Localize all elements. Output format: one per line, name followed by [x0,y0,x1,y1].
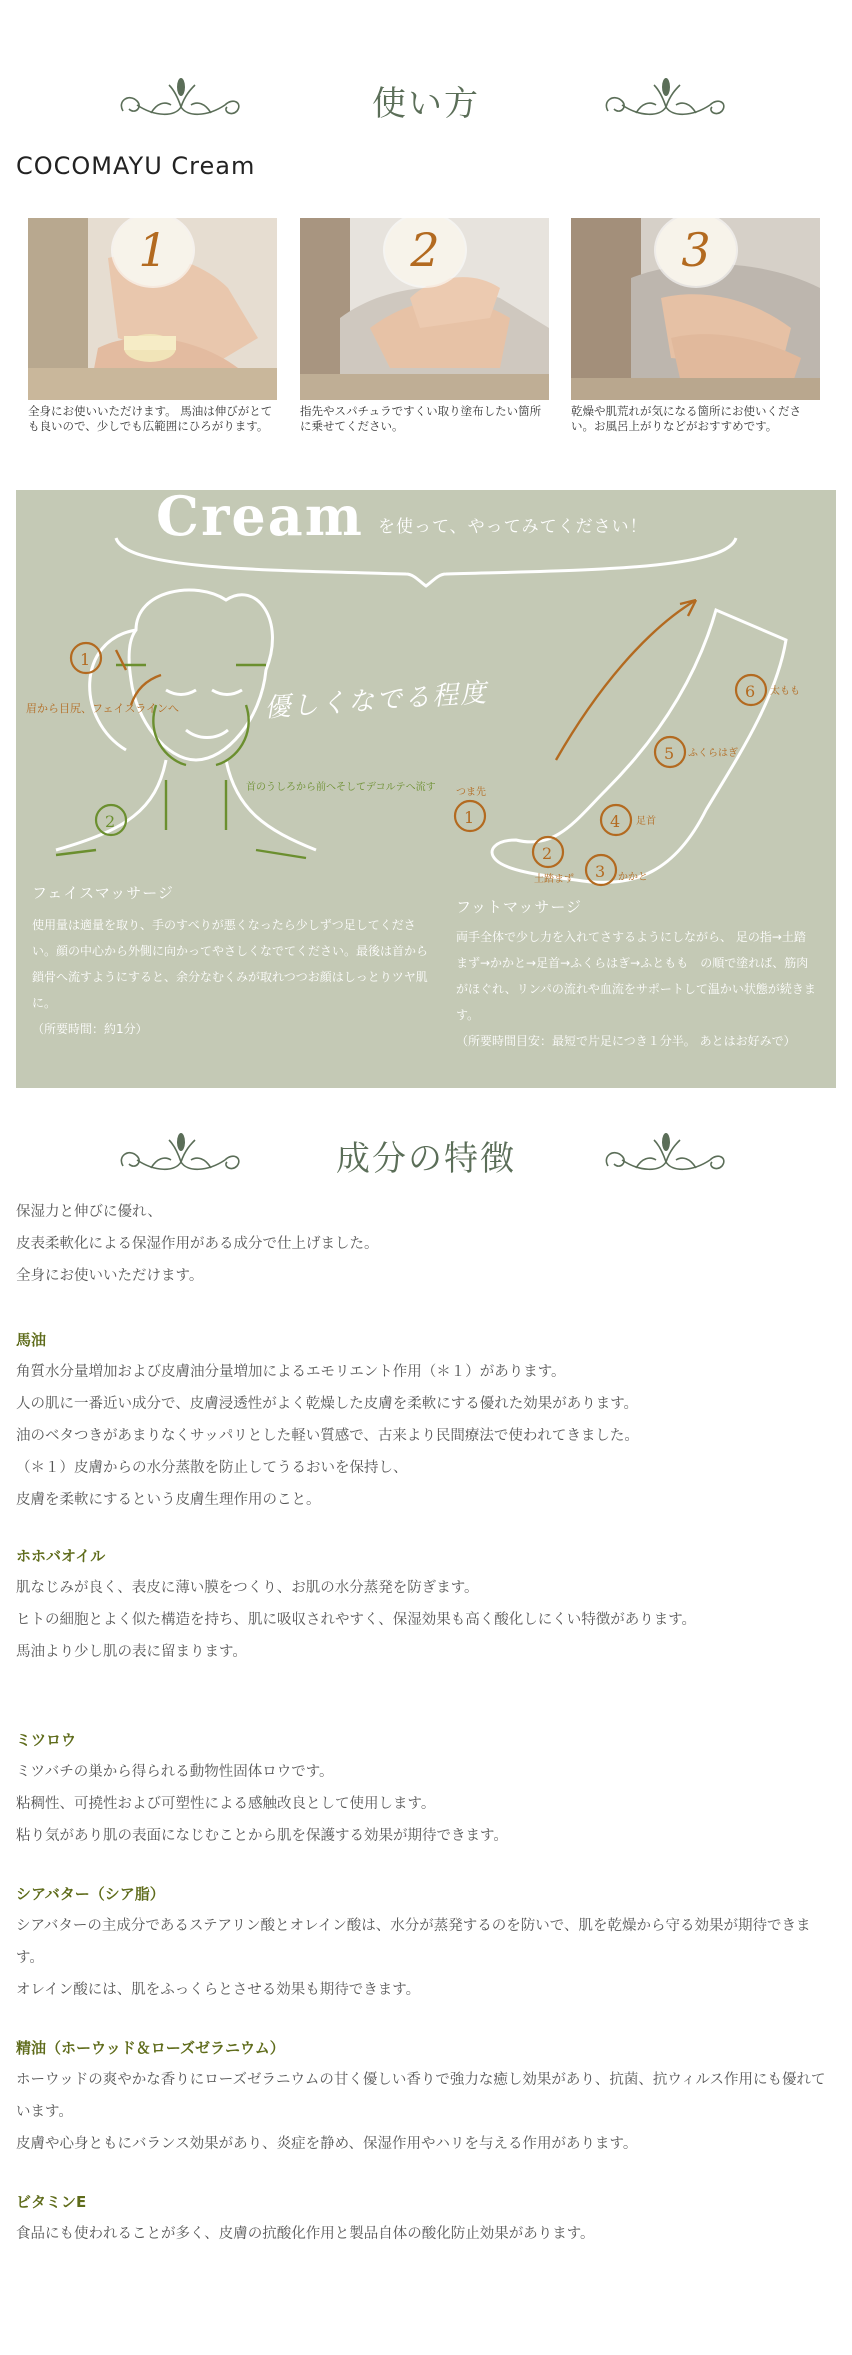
cream-title: Cream [156,490,364,548]
ingredients-heading: 成分の特徴 [336,1138,516,1179]
leg-note-ankle: 足首 [636,816,656,827]
ingredient-description: 食品にも使われることが多く、皮膚の抗酸化作用と製品自体の酸化防止効果があります。 [16,2226,595,2242]
step-photo [300,218,549,400]
massage-guide-panel [16,490,836,1088]
leg-note-calf: ふくらはぎ [688,748,738,759]
step-description: 乾燥や肌荒れが気になる箇所にお使いください。お風呂上がりなどがおすすめです。 [571,404,801,433]
leg-label-5: 5 [664,744,675,763]
product-name: COCOMAYU Cream [16,152,256,180]
face-massage-title: フェイスマッサージ [32,884,174,902]
leg-note-toe: つま先 [456,787,486,798]
cream-subtitle: を使って、やってみてください！ [378,517,648,537]
ingredient-name: シアバター（シア脂） [16,1885,165,1903]
ingredient-description: 肌なじみが良く、表皮に薄い膜をつくり、お肌の水分蒸発を防ぎます。 ヒトの細胞とよく似た構造を持ち、肌に吸収されやすく、保湿効果も高く酸化しにくい特徴があります。 馬油より少し肌の表に留まります。 [16,1580,697,1660]
face-brown-arrows [116,650,161,705]
leg-part-labels [456,684,800,885]
ingredient-name: 馬油 [16,1331,47,1349]
usage-heading: 使い方 [372,83,480,124]
leg-number-circles [455,675,766,885]
step-photo [571,218,820,400]
ingredient-name: ホホバオイル [16,1547,106,1565]
ingredient-shea-butter [16,1878,836,2006]
left-ornament-icon [115,73,245,129]
ingredient-name: ビタミンE [16,2193,87,2211]
ingredient-horse-oil [16,1324,836,1516]
leg-note-heel: かかと [618,872,648,883]
leg-note-arch: 土踏まず [534,874,574,885]
leg-number-labels [464,682,755,881]
face-step-2-label: 2 [105,812,116,831]
step-number-badge: 1 [113,218,193,286]
ingredient-essential-oil [16,2032,836,2160]
intro-line: 保湿力と伸びに優れ、 [16,1204,162,1220]
ingredient-beeswax [16,1724,836,1852]
ingredients-section-header [0,1110,852,1200]
leg-note-thigh: 太もも [770,686,800,697]
face-massage-body: 使用量は適量を取り、手のすべりが悪くなったら少しずつ足してください。顔の中心から外側に向かってやさしくなでてください。最後は首から鎖骨へ流すようにすると、余分なむくみが取れつつお顔はしっとりツヤ肌に。 [32,918,429,1010]
ingredient-name: ミツロウ [16,1731,77,1749]
face-massage-time: （所要時間：約1分） [32,1022,148,1036]
ingredient-description: ミツバチの巣から得られる動物性固体ロウです。 粘稠性、可撓性および可塑性による感触改良として使用します。 粘り気があり肌の表面になじむことから肌を保護する効果が期待できます。 [16,1764,508,1844]
face-note-green: 首のうしろから前へそしてデコルテへ流す [246,782,436,793]
right-ornament-icon [600,1128,730,1184]
foot-massage-time: （所要時間目安：最短で片足につき１分半。 あとはお好みで） [456,1034,796,1048]
handwritten-note: 優しくなでる程度 [263,678,489,724]
leg-arrow [556,600,696,760]
step-description: 指先やスパチュラですくい取り塗布したい箇所に乗せてください。 [300,404,542,433]
face-note-brown: 眉から目尻、フェイスラインへ [26,702,180,715]
ingredient-vitamin-e [16,2186,836,2250]
ingredient-description: 角質水分量増加および皮膚油分量増加によるエモリエント作用（＊１）があります。 人の肌に一番近い成分で、皮膚浸透性がよく乾燥した皮膚を柔軟にする優れた効果があります。 油のベタつきがあまりなくサッパリとした軽い質感で、古来より民間療法で使われてきました。 （＊１）皮膚からの水分蒸散を防止してうるおいを保持し、 皮膚を柔軟にするという皮膚生理作用のこと。 [16,1364,639,1508]
ingredient-name: 精油（ホーウッド＆ローズゼラニウム） [16,2039,285,2057]
foot-massage-title: フットマッサージ [456,898,583,916]
ingredient-jojoba-oil [16,1540,836,1668]
leg-label-4: 4 [610,812,621,831]
leg-label-2: 2 [542,844,553,863]
left-ornament-icon [115,1128,245,1184]
right-ornament-icon [600,73,730,129]
intro-line: 皮表柔軟化による保湿作用がある成分で仕上げました。 [16,1236,379,1252]
step-photo [28,218,277,400]
ingredients-intro [16,1196,836,1292]
leg-label-6: 6 [745,682,756,701]
face-step-1-label: 1 [80,650,91,669]
ingredient-description: シアバターの主成分であるステアリン酸とオレイン酸は、水分が蒸発するのを防いで、肌を乾燥から守る効果が期待できます。 オレイン酸には、肌をふっくらとさせる効果も期待できます。 [16,1918,811,1998]
leg-label-1: 1 [464,808,475,827]
usage-section-header [0,55,852,145]
foot-massage-body: 両手全体で少し力を入れてさするようにしながら、 足の指→土踏まず→かかと→足首→ふくらはぎ→ふともも の順で塗れば、筋肉がほぐれ、リンパの流れや血流をサポートして温かい状態が続きます。 [456,930,816,1022]
step-3 [571,218,820,434]
step-2 [300,218,549,434]
step-number-badge: 2 [385,218,465,286]
face-massage-text [32,912,432,1042]
leg-label-3: 3 [595,862,606,881]
step-1 [28,218,277,434]
intro-line: 全身にお使いいただけます。 [16,1268,204,1284]
step-number-badge: 3 [656,218,736,286]
foot-massage-text [456,924,816,1054]
ingredient-description: ホーウッドの爽やかな香りにローズゼラニウムの甘く優しい香りで強力な癒し効果があり、抗菌、抗ウィルス作用にも優れています。 皮膚や心身ともにバランス効果があり、炎症を静め、保湿作用やハリを与える作用があります。 [16,2072,826,2152]
step-description: 全身にお使いいただけます。 馬油は伸びがとても良いので、少しでも広範囲にひろがります。 [28,404,273,433]
